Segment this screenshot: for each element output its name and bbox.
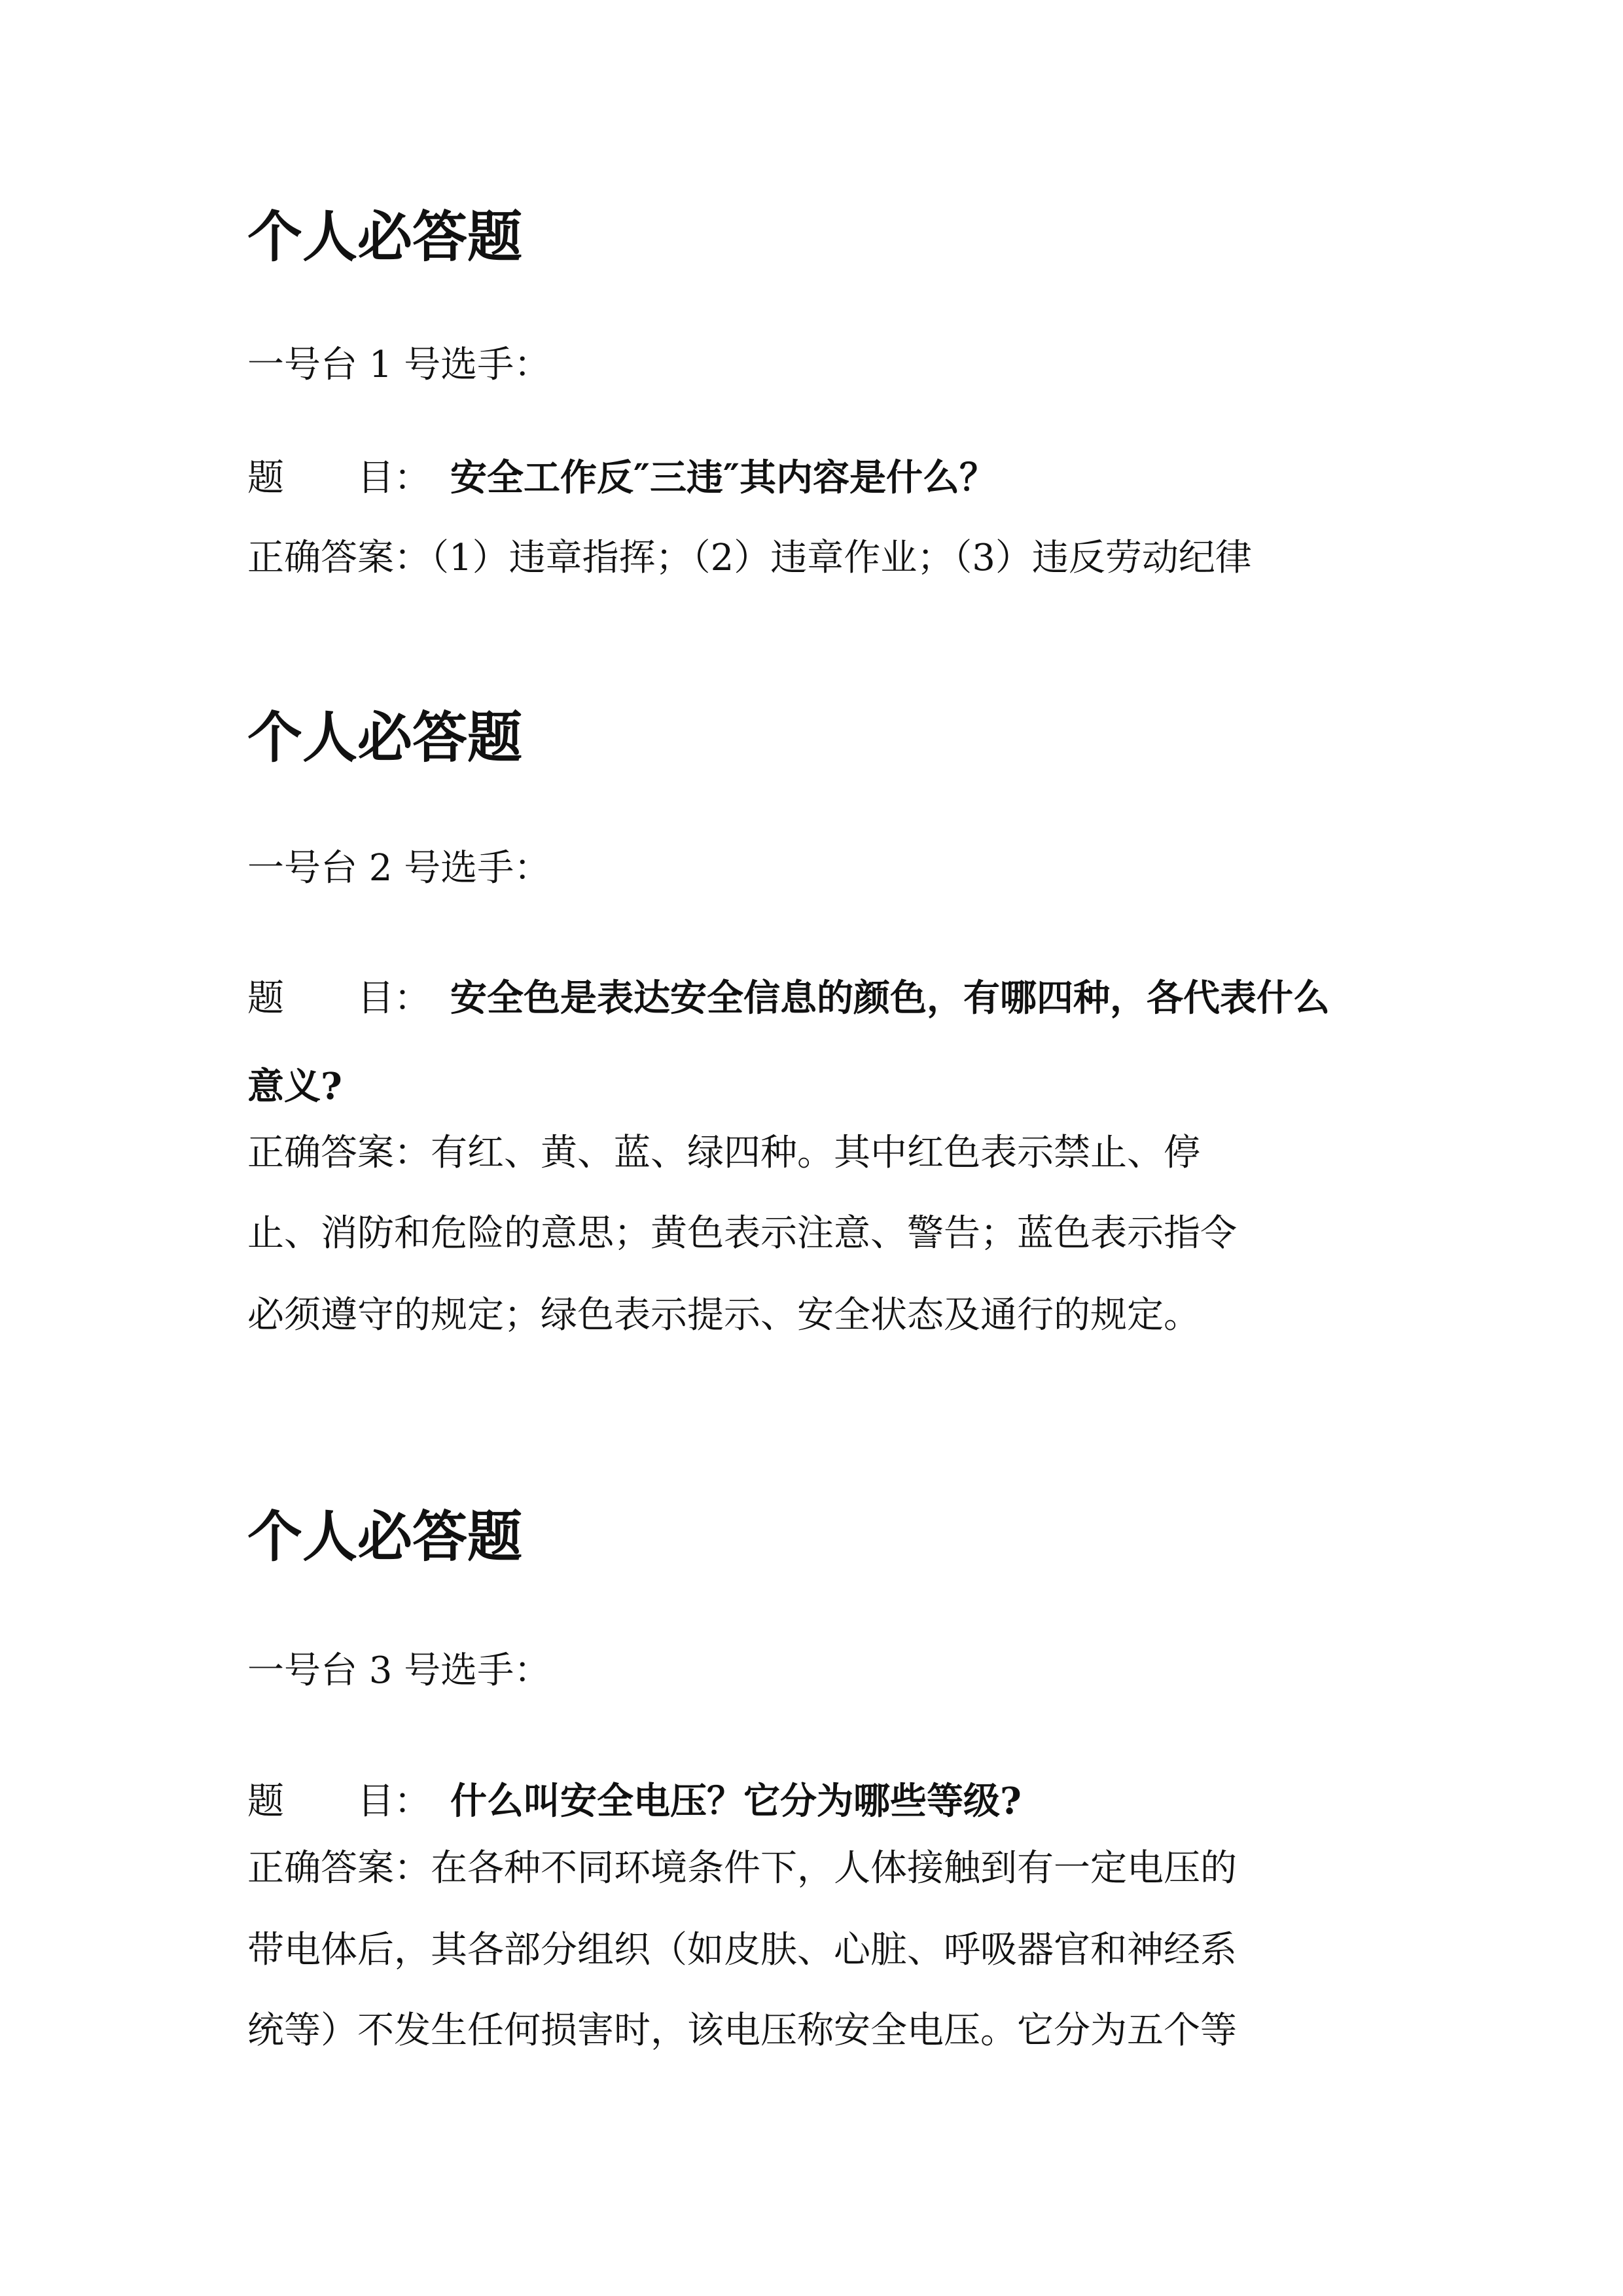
section-3-question-label: 题 目： xyxy=(247,1780,431,1823)
section-2-heading: 个人必答题 xyxy=(247,706,523,770)
section-2-answer-line-2: 止、消防和危险的意思；黄色表示注意、警告；蓝色表示指令 xyxy=(247,1212,1237,1255)
section-1-question xyxy=(247,455,1399,501)
section-3-answer-line-3: 统等）不发生任何损害时，该电压称安全电压。它分为五个等 xyxy=(247,2009,1237,2052)
section-2-question-text-1: 安全色是表达安全信息的颜色，有哪四种，各代表什么 xyxy=(450,977,1330,1020)
section-2-player: 一号台 2 号选手： xyxy=(247,847,551,889)
section-2-question xyxy=(247,975,1399,1022)
section-1-player: 一号台 1 号选手： xyxy=(247,344,551,386)
section-3-question xyxy=(247,1778,1399,1825)
section-1-heading: 个人必答题 xyxy=(247,205,523,269)
section-2-question-label: 题 目： xyxy=(247,977,431,1020)
section-3-player: 一号台 3 号选手： xyxy=(247,1649,551,1692)
section-1-question-label: 题 目： xyxy=(247,457,431,499)
section-3-question-text: 什么叫安全电压？它分为哪些等级? xyxy=(450,1780,1022,1823)
section-2-question-text-2: 意义? xyxy=(247,1065,342,1108)
section-2-question-continued xyxy=(247,1064,1399,1110)
section-3-answer-line-2: 带电体后，其各部分组织（如皮肤、心脏、呼吸器官和神经系 xyxy=(247,1929,1237,1971)
section-2-answer-line-1: 正确答案：有红、黄、蓝、绿四种。其中红色表示禁止、停 xyxy=(247,1132,1200,1174)
section-1-answer-line-1: 正确答案：（1）违章指挥；（2）违章作业；（3）违反劳动纪律 xyxy=(247,537,1252,579)
section-3-answer-line-1: 正确答案：在各种不同环境条件下，人体接触到有一定电压的 xyxy=(247,1847,1237,1890)
section-1-question-text: 安全工作反″三违″其内容是什么？ xyxy=(450,456,997,499)
section-2-answer-line-3: 必须遵守的规定；绿色表示提示、安全状态及通行的规定。 xyxy=(247,1294,1200,1336)
section-3-heading: 个人必答题 xyxy=(247,1505,523,1569)
